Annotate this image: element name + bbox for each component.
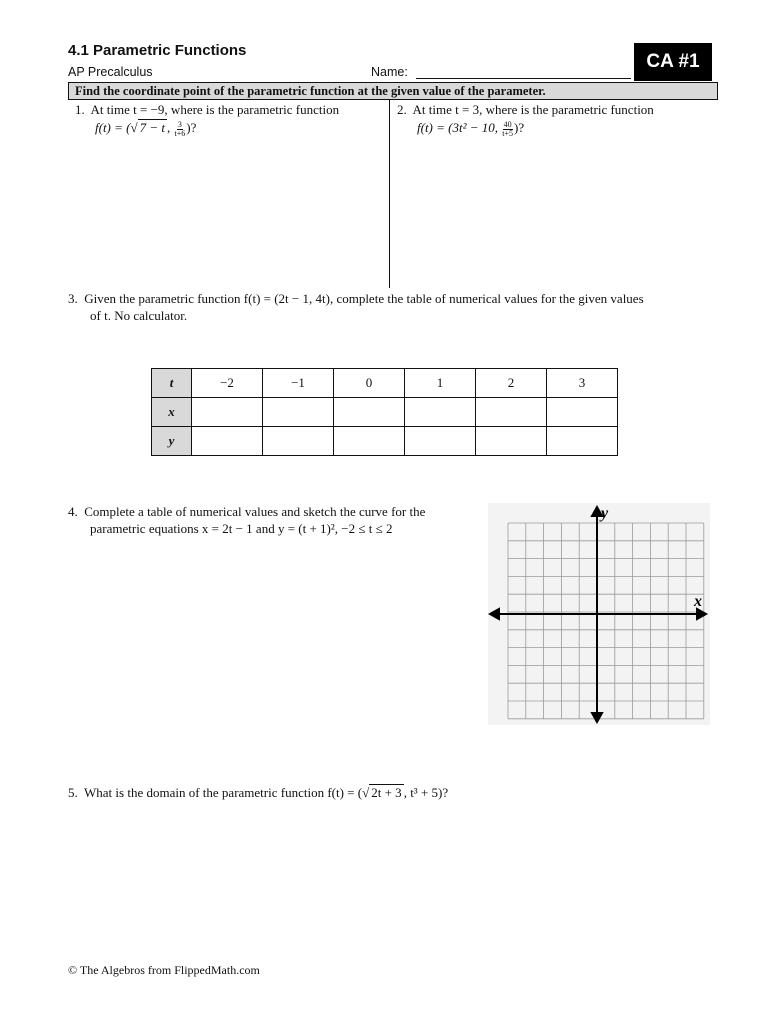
y-answer-cell[interactable] [192, 427, 263, 456]
fraction-numerator: 40 [503, 119, 512, 129]
course-name: AP Precalculus [68, 65, 153, 79]
function-suffix: )? [186, 120, 197, 135]
question-text: Complete a table of numerical values and sketch the curve for the [84, 504, 426, 519]
t-value: −1 [263, 369, 334, 398]
fraction-denominator: t+6 [174, 128, 186, 138]
question-number: 1. [75, 102, 85, 117]
y-answer-cell[interactable] [547, 427, 618, 456]
y-answer-cell[interactable] [476, 427, 547, 456]
x-answer-cell[interactable] [192, 398, 263, 427]
question-text: Given the parametric function f(t) = (2t − 1, 4t), complete the table of numerical values for the given values [84, 291, 644, 306]
x-answer-cell[interactable] [263, 398, 334, 427]
sqrt-content: 7 − t [139, 120, 166, 135]
question-3-line2: of t. No calculator. [90, 308, 188, 323]
sqrt-symbol: √ [130, 120, 138, 135]
column-divider [389, 100, 390, 288]
worksheet-title: 4.1 Parametric Functions [68, 42, 247, 59]
x-answer-cell[interactable] [547, 398, 618, 427]
question-4-line2: parametric equations x = 2t − 1 and y = (t + 1)², −2 ≤ t ≤ 2 [90, 521, 393, 536]
question-text: At time t = −9, where is the parametric function [90, 102, 340, 117]
row-header-x: x [152, 398, 192, 427]
x-answer-cell[interactable] [476, 398, 547, 427]
question-number: 4. [68, 504, 78, 519]
name-blank-line [416, 78, 631, 79]
question-text: At time t = 3, where is the parametric function [412, 102, 654, 117]
function-suffix: )? [514, 120, 525, 135]
question-1 [75, 101, 339, 118]
question-text-prefix: What is the domain of the parametric function f(t) = ( [84, 785, 363, 800]
x-answer-cell[interactable] [405, 398, 476, 427]
question-text-suffix: , t³ + 5)? [403, 785, 449, 800]
y-answer-cell[interactable] [405, 427, 476, 456]
name-label: Name: [371, 65, 408, 79]
footer-copyright: © The Algebros from FlippedMath.com [68, 963, 260, 977]
question-number: 3. [68, 291, 78, 306]
question-3 [68, 290, 718, 307]
function-prefix: f(t) = ( [95, 120, 131, 135]
instructions-banner: Find the coordinate point of the parametric function at the given value of the parameter. [68, 82, 718, 100]
x-answer-cell[interactable] [334, 398, 405, 427]
values-table [151, 368, 618, 456]
coordinate-grid[interactable] [488, 503, 710, 730]
t-value: 2 [476, 369, 547, 398]
question-number: 5. [68, 785, 78, 800]
sqrt-content: 2t + 3 [371, 785, 402, 800]
row-header-t: t [152, 369, 192, 398]
function-prefix: f(t) = (3t² − 10, [417, 120, 499, 135]
question-number: 2. [397, 102, 407, 117]
fraction [175, 121, 186, 138]
t-value: 3 [547, 369, 618, 398]
row-header-y: y [152, 427, 192, 456]
question-4 [68, 503, 425, 520]
grid-svg [488, 503, 710, 725]
y-axis-label: y [601, 505, 609, 522]
fraction-numerator: 3 [177, 119, 182, 129]
y-answer-cell[interactable] [334, 427, 405, 456]
x-axis-label: x [694, 593, 702, 610]
table-row [152, 427, 618, 456]
table-row [152, 398, 618, 427]
table-row [152, 369, 618, 398]
question-2-function [417, 119, 524, 138]
question-2 [397, 101, 654, 118]
fraction [502, 121, 513, 138]
t-value: 0 [334, 369, 405, 398]
t-value: −2 [192, 369, 263, 398]
sqrt-symbol: √ [362, 785, 370, 800]
question-5 [68, 784, 448, 801]
t-value: 1 [405, 369, 476, 398]
fraction-denominator: t+5 [502, 128, 513, 138]
y-answer-cell[interactable] [263, 427, 334, 456]
question-1-function: f(t) = (√ 7 − t , $\frac{3}{t+6}$ )? [95, 119, 197, 138]
ca-badge: CA #1 [634, 43, 712, 81]
